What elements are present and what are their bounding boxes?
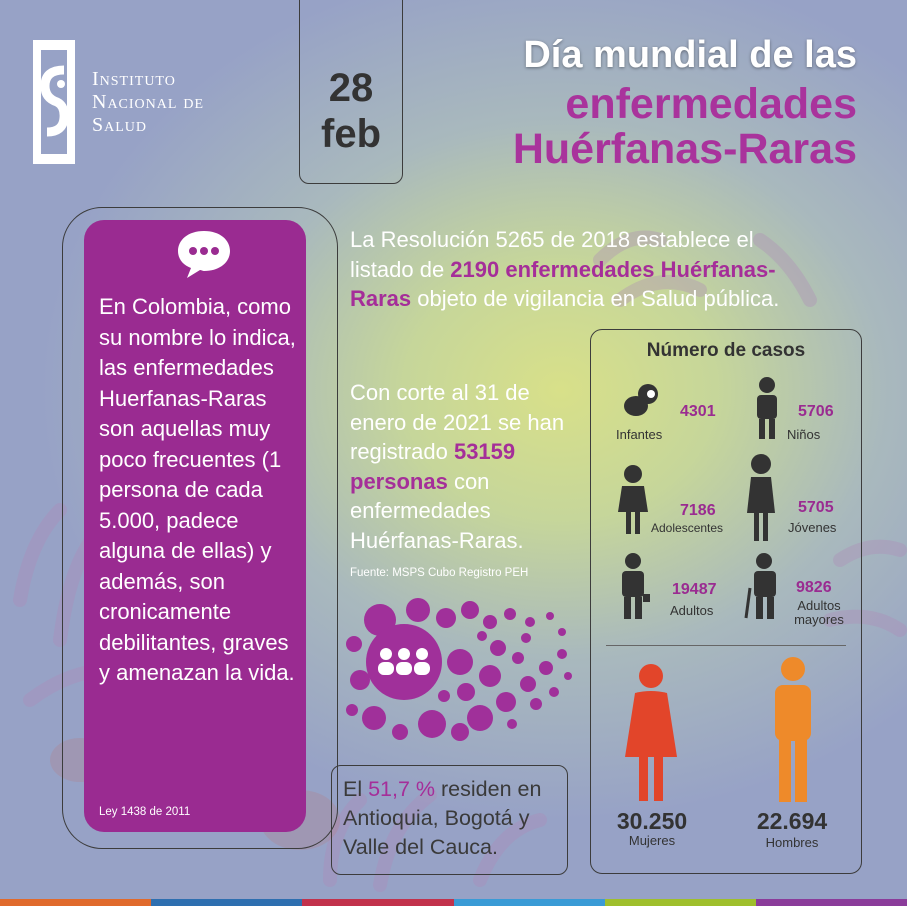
case-value-adultos: 19487 <box>672 581 717 598</box>
title-line-2: enfermedades <box>565 80 857 128</box>
woman-figure-icon <box>621 663 681 803</box>
case-label-ninos: Niños <box>787 427 821 442</box>
case-value-infantes: 4301 <box>680 403 716 420</box>
institution-name <box>92 68 204 137</box>
case-label-jovenes: Jóvenes <box>788 520 837 535</box>
resolution-text-post: objeto de vigilancia en Salud pública. <box>411 286 780 311</box>
stripe-segment <box>151 899 302 906</box>
stripe-segment <box>605 899 756 906</box>
cases-divider <box>606 645 846 646</box>
logo-line-2: Nacional de <box>92 91 205 113</box>
diseases-count-highlight: 2190 enfermedades Huérfanas-Raras <box>350 256 776 311</box>
chat-bubble-icon <box>175 228 233 280</box>
case-label-adultos-mayores: Adultos mayores <box>794 598 844 627</box>
residence-percent: 51,7 % <box>368 777 436 801</box>
ins-logo-icon <box>33 40 75 164</box>
stripe-segment <box>756 899 907 906</box>
logo-line-3: Salud <box>92 114 148 136</box>
baby-icon <box>622 382 662 418</box>
stripe-segment <box>302 899 453 906</box>
resolution-paragraph <box>350 225 800 314</box>
persons-count-highlight: 53159 personas <box>350 439 516 494</box>
logo-line-1: Instituto <box>92 68 176 90</box>
law-reference: Ley 1438 de 2011 <box>99 806 191 818</box>
residence-text-pre: El <box>343 777 369 801</box>
women-count: 30.250 <box>616 808 688 834</box>
resolution-text-pre: La Resolución 5265 de 2018 establece el listado de <box>350 227 754 282</box>
case-value-ninos: 5706 <box>798 403 834 420</box>
registry-text-pre: Con corte al 31 de enero de 2021 se han registrado <box>350 380 565 464</box>
case-label-adolescentes: Adolescentes <box>651 521 724 535</box>
source-note: Fuente: MSPS Cubo Registro PEH <box>350 567 529 579</box>
date-day: 28 <box>328 66 374 110</box>
registry-paragraph <box>350 378 580 555</box>
title-line-3: Huérfanas-Raras <box>512 125 857 173</box>
bubble-cluster-graphic <box>340 592 580 742</box>
stripe-segment <box>454 899 605 906</box>
cases-title: Número de casos <box>646 340 806 361</box>
stripe-segment <box>0 899 151 906</box>
man-figure-icon <box>763 656 823 804</box>
men-count: 22.694 <box>756 808 828 834</box>
women-label: Mujeres <box>628 833 676 848</box>
child-icon <box>752 376 782 442</box>
title-line-1: Día mundial de las <box>523 34 857 76</box>
bottom-color-stripe <box>0 899 907 906</box>
case-value-jovenes: 5705 <box>798 499 834 516</box>
case-label-adultos: Adultos <box>670 603 714 618</box>
girl-icon <box>614 464 652 536</box>
young-woman-icon <box>743 453 779 543</box>
registry-text-post: con enfermedades Huérfanas-Raras. <box>350 468 524 553</box>
men-label: Hombres <box>765 835 819 850</box>
case-value-adolescentes: 7186 <box>680 502 716 519</box>
adult-icon <box>615 552 651 620</box>
colombia-definition-text: En Colombia, como su nombre lo indica, las enfermedades Huerfanas-Raras son aquellas muy poco frecuentes (1 persona de cada 5.000, padece alguna de ellas) y además, son cronicamente debilitantes, graves y amenazan la vida. <box>99 294 296 685</box>
case-label-infantes: Infantes <box>616 427 663 442</box>
elder-icon <box>744 552 780 620</box>
residence-text <box>343 775 563 862</box>
residence-text-post: residen en Antioquia, Bogotá y Valle del Cauca. <box>343 777 542 859</box>
case-value-adultos-mayores: 9826 <box>796 579 832 596</box>
date-month: feb <box>321 112 381 156</box>
